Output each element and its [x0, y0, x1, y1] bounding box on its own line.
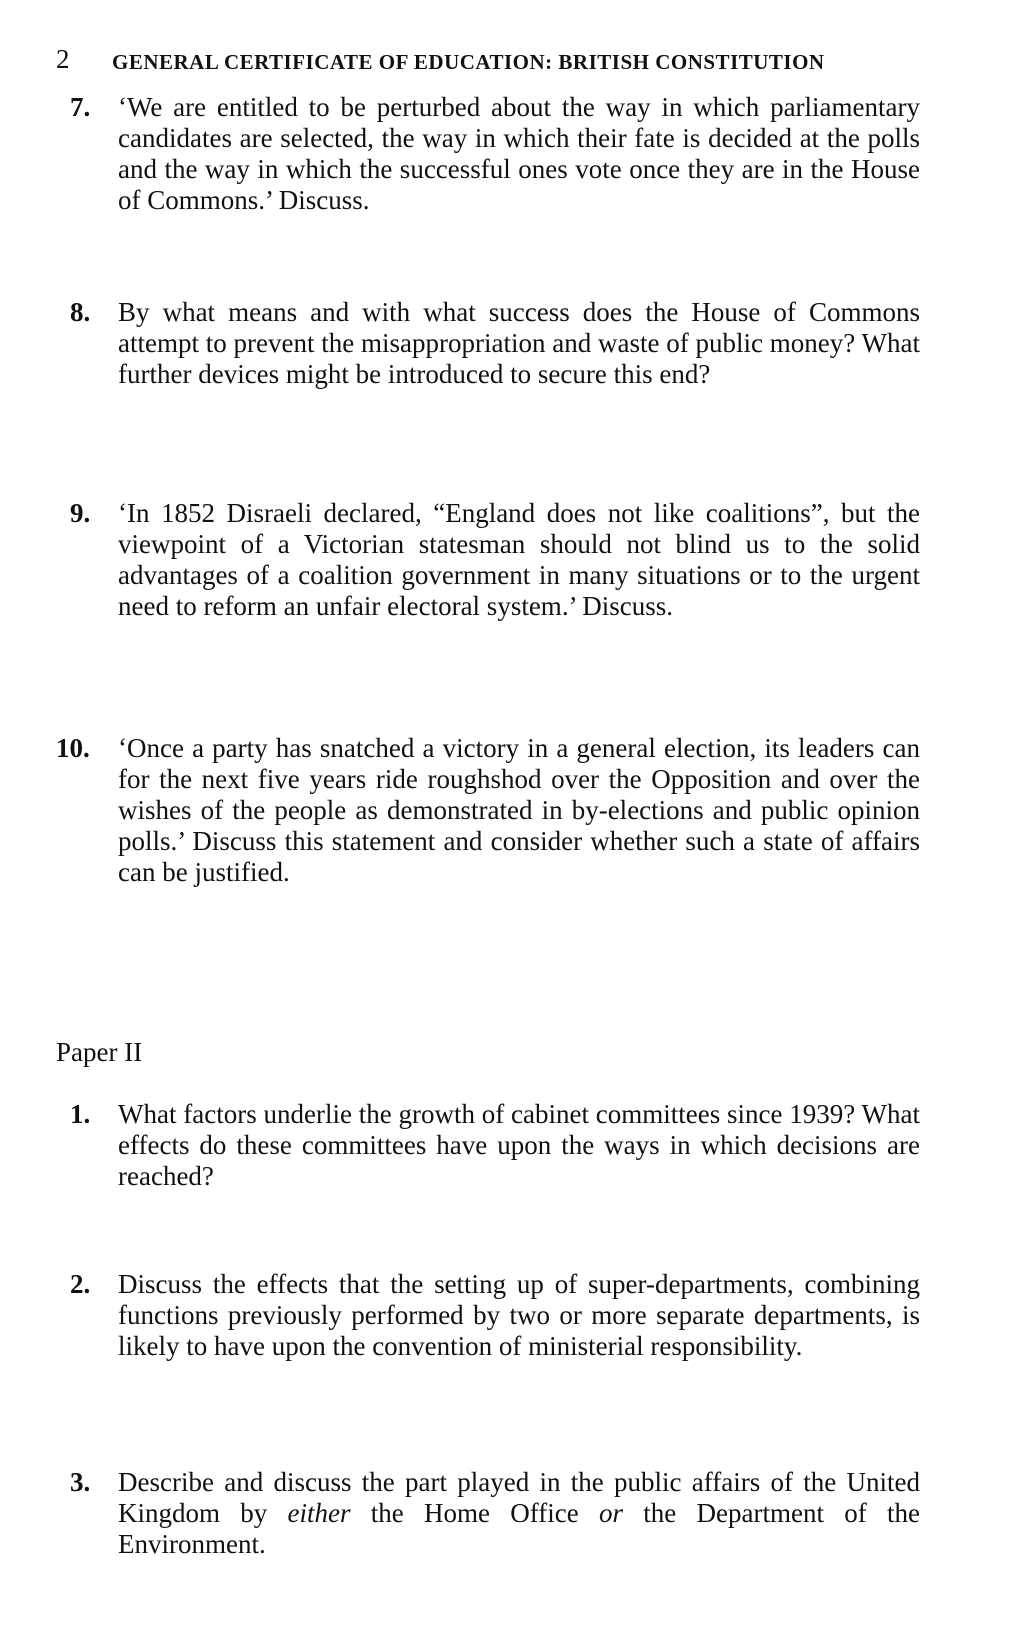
question-number: 10.: [56, 733, 90, 763]
question-number: 9.: [70, 498, 91, 528]
question-text: By what means and with what success does the House of Commons attempt to prevent the misappropriation and waste of public money? What further devices might be introduced to secure this end?: [118, 297, 920, 389]
question-text: ‘We are entitled to be perturbed about the way in which parliamentary candidates are selected, the way in which their fate is decided at the polls and the way in which the successful ones vote once they are in the House of Commons.’ Discuss.: [118, 92, 920, 215]
question-text-part: the Home Office: [350, 1498, 599, 1528]
running-title: GENERAL CERTIFICATE OF EDUCATION: BRITISH CONSTITUTION: [112, 50, 825, 74]
question-text: ‘Once a party has snatched a victory in a general election, its leaders can for the next five years ride roughshod over the Opposition and over the wishes of the people as demonstrated in by-elections and public opinion polls.’ Discuss this statement and consider whether such a state of affairs can be justified.: [118, 733, 920, 887]
or-emphasis: or: [599, 1498, 624, 1528]
question-text: ‘In 1852 Disraeli declared, “England does not like coalitions”, but the viewpoint of a Victorian statesman should not blind us to the solid advantages of a coalition government in many situations or to the urgent need to reform an unfair electoral system.’ Discuss.: [118, 498, 920, 621]
question-number: 7.: [70, 92, 91, 122]
question-number: 2.: [70, 1269, 91, 1299]
question-text: [118, 1467, 920, 1560]
question-text-part: Describe and discuss the part played in the public affairs of the United Kingdom by: [118, 1467, 920, 1528]
page-header: [56, 44, 926, 80]
page-number: 2: [56, 44, 70, 74]
question-number: 1.: [70, 1099, 91, 1129]
question-text: What factors underlie the growth of cabinet committees since 1939? What effects do these committees have upon the ways in which decisions are reached?: [118, 1099, 920, 1191]
question-number: 3.: [70, 1467, 91, 1497]
either-emphasis: either: [287, 1498, 351, 1528]
question-text: Discuss the effects that the setting up of super-departments, combining functions previously performed by two or more separate departments, is likely to have upon the convention of ministerial responsibility.: [118, 1269, 920, 1361]
question-text-part: the Department of the Environment.: [118, 1498, 920, 1559]
question-number: 8.: [70, 297, 91, 327]
paper-ii-heading: Paper II: [56, 1037, 143, 1067]
